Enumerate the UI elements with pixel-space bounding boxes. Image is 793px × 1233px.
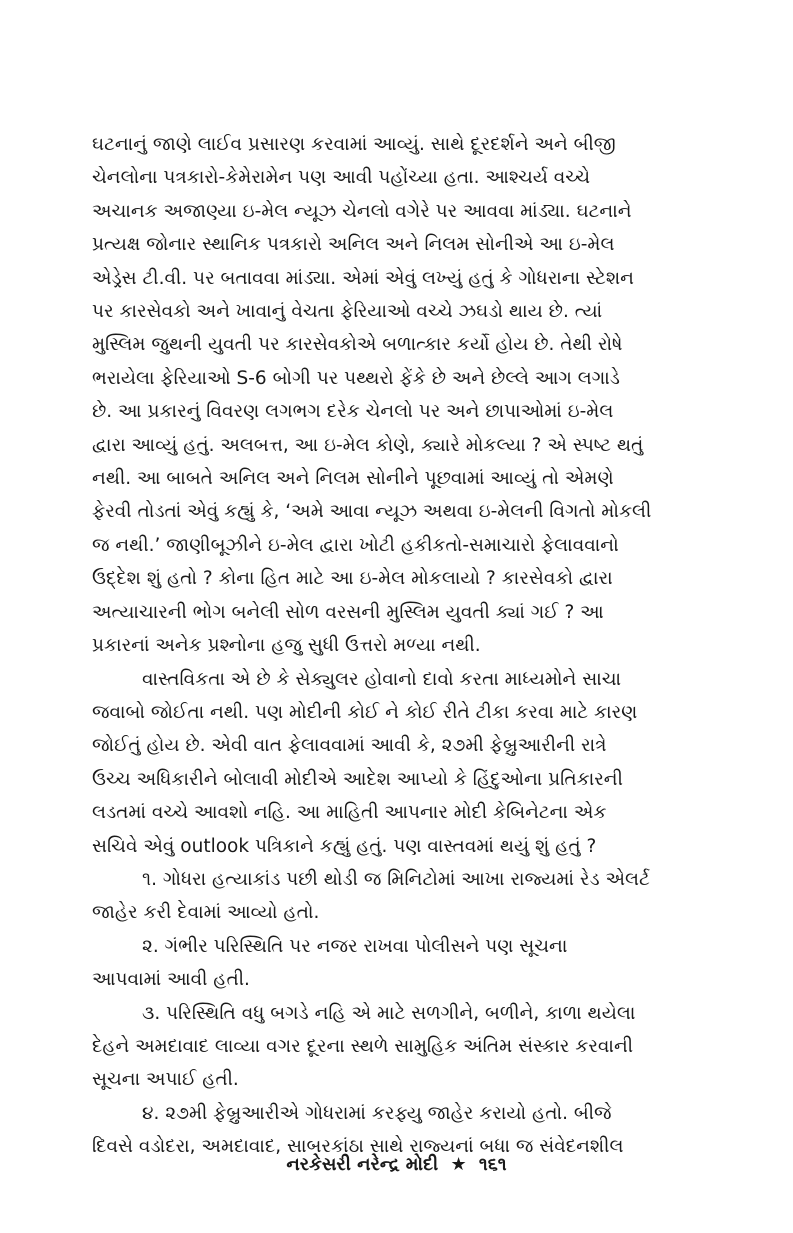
text-line: મુસ્લિમ જુથની યુવતી પર કારસેવકોએ બળાત્કાર કર્યો હોય છે. તેથી રોષે bbox=[92, 334, 623, 356]
text-line: અત્યાચારની ભોગ બનેલી સોળ વરસની મુસ્લિમ યુવતી ક્યાં ગઈ ? આ bbox=[92, 601, 604, 623]
text-line: જાહેર કરી દેવામાં આવ્યો હતો. bbox=[92, 902, 320, 924]
text-line: ચેનલોના પત્રકારો-કેમેરામેન પણ આવી પહોંચ્યા હતા. આશ્ચર્ય વચ્ચે bbox=[92, 167, 591, 189]
text-line: દ્વારા આવ્યું હતું. અલબત્ત, આ ઇ-મેલ કોણે, ક્યારે મોકલ્યા ? એ સ્પષ્ટ થતું bbox=[92, 434, 644, 456]
text-line: જવાબો જોઈતા નથી. પણ મોદીની કોઈ ને કોઈ રીતે ટીકા કરવા માટે કારણ bbox=[92, 701, 638, 723]
text-line: વાસ્તવિકતા એ છે કે સેક્યુલર હોવાનો દાવો કરતા માધ્યમોને સાચા bbox=[142, 668, 622, 690]
page-footer bbox=[0, 1153, 793, 1177]
text-line: અચાનક અજાણ્યા ઇ-મેલ ન્યૂઝ ચેનલો વગેરે પર આવવા માંડ્યા. ઘટનાને bbox=[92, 200, 632, 222]
text-line: સચિવે એવું outlook પત્રિકાને કહ્યું હતું. પણ વાસ્તવમાં થયું શું હતું ? bbox=[92, 835, 597, 857]
text-line: દિવસે વડોદરા, અમદાવાદ, સાબરકાંઠા સાથે રાજ્યનાં બધા જ સંવેદનશીલ bbox=[92, 1136, 624, 1158]
star-icon: ★ bbox=[450, 1154, 467, 1175]
text-line: ઉચ્ચ અધિકારીને બોલાવી મોદીએ આદેશ આપ્યો કે હિંદુઓના પ્રતિકારની bbox=[92, 768, 623, 790]
text-line: ૪. ૨૭મી ફેબ્રુઆરીએ ગોધરામાં કરફ્યુ જાહેર કરાયો હતો. બીજે bbox=[142, 1102, 612, 1124]
text-line: જ નથી.’ જાણીબૂઝીને ઇ-મેલ દ્વારા ખોટી હકીકતો-સમાચારો ફેલાવવાનો bbox=[92, 534, 619, 556]
page-body bbox=[92, 128, 706, 1164]
text-line: લડતમાં વચ્ચે આવશો નહિ. આ માહિતી આપનાર મોદી કેબિનેટના એક bbox=[92, 802, 607, 824]
text-line: સૂચના અપાઈ હતી. bbox=[92, 1069, 239, 1091]
text-line: નથી. આ બાબતે અનિલ અને નિલમ સોનીને પૂછવામાં આવ્યું તો એમણે bbox=[92, 468, 614, 490]
paragraph-p3 bbox=[92, 863, 706, 930]
text-line: ૧. ગોધરા હત્યાકાંડ પછી થોડી જ મિનિટોમાં આખા રાજ્યમાં રેડ એલર્ટ bbox=[142, 868, 650, 890]
text-line: ઉદ્દેશ શું હતો ? કોના હિત માટે આ ઇ-મેલ મોકલાયો ? કારસેવકો દ્વારા bbox=[92, 568, 613, 590]
text-line: દેહને અમદાવાદ લાવ્યા વગર દૂરના સ્થળે સામુહિક અંતિમ સંસ્કાર કરવાની bbox=[92, 1035, 634, 1057]
text-line: છે. આ પ્રકારનું વિવરણ લગભગ દરેક ચેનલો પર અને છાપાઓમાં ઇ-મેલ bbox=[92, 401, 614, 423]
text-line: પર કારસેવકો અને ખાવાનું વેચતા ફેરિયાઓ વચ્ચે ઝઘડો થાય છે. ત્યાં bbox=[92, 301, 603, 323]
text-line: ઘટનાનું જાણે લાઈવ પ્રસારણ કરવામાં આવ્યું. સાથે દૂરદર્શને અને બીજી bbox=[92, 134, 616, 155]
paragraph-p2 bbox=[92, 663, 706, 863]
text-line: જોઈતું હોય છે. એવી વાત ફેલાવવામાં આવી કે, ૨૭મી ફેબ્રુઆરીની રાત્રે bbox=[92, 735, 607, 757]
text-line: ફેરવી તોડતાં એવું કહ્યું કે, ‘અમે આવા ન્યૂઝ અથવા ઇ-મેલની વિગતો મોકલી bbox=[92, 501, 652, 523]
running-title: નરકેસરી નરેન્દ્ર મોદી bbox=[286, 1154, 439, 1175]
paragraph-p5 bbox=[92, 997, 706, 1097]
paragraph-p1 bbox=[92, 128, 706, 663]
paragraph-p4 bbox=[92, 930, 706, 997]
text-line: ૨. ગંભીર પરિસ્થિતિ પર નજર રાખવા પોલીસને પણ સૂચના bbox=[142, 935, 568, 957]
text-line: ભરાયેલા ફેરિયાઓ S-6 બોગી પર પથ્થરો ફેંકે છે અને છેલ્લે આગ લગાડે bbox=[92, 367, 620, 389]
text-line: આપવામાં આવી હતી. bbox=[92, 969, 250, 991]
page-number: ૧૬૧ bbox=[478, 1154, 507, 1175]
text-line: પ્રત્યક્ષ જોનાર સ્થાનિક પત્રકારો અનિલ અને નિલમ સોનીએ આ ઇ-મેલ bbox=[92, 234, 615, 256]
text-line: એડ્રેસ ટી.વી. પર બતાવવા માંડ્યા. એમાં એવું લખ્યું હતું કે ગોધરાના સ્ટેશન bbox=[92, 267, 634, 289]
text-line: ૩. પરિસ્થિતિ વધુ બગડે નહિ એ માટે સળગીને, બળીને, કાળા થયેલા bbox=[142, 1002, 636, 1024]
text-line: પ્રકારનાં અનેક પ્રશ્નોના હજુ સુધી ઉત્તરો મળ્યા નથી. bbox=[92, 635, 481, 657]
